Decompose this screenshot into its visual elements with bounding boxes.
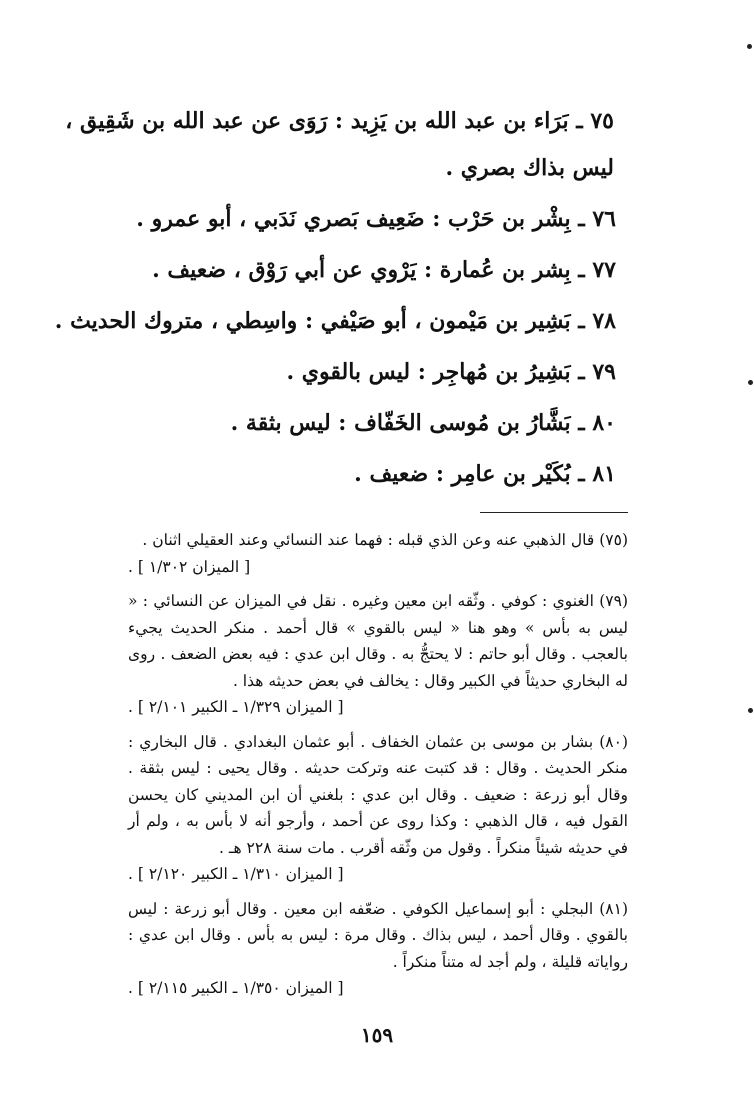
main-entries xyxy=(0,96,754,500)
footnote-81-reference: [ الميزان ١/٣٥٠ ـ الكبير ٢/١١٥ ] . xyxy=(128,979,344,997)
footnote-75-text: (٧٥) قال الذهبي عنه وعن الذي قبله : فهما عند النسائي وعند العقيلي اثنان . xyxy=(142,531,628,549)
margin-speck xyxy=(747,44,752,49)
footnote-79-text: (٧٩) الغنوي : كوفي . وثّقه ابن معين وغيره . نقل في الميزان عن النسائي : « ليس به بأس » وهو هنا « ليس بالقوي » قال أحمد . منكر الحديث يجيء بالعجب . وقال أبو حاتم : لا يحتجُّ به . وقال ابن عدي : فيه بعض الضعف . روى له البخاري حديثاً في الكبير وقال : يخالف في بعض حديثه هذا . xyxy=(128,592,628,690)
footnotes xyxy=(128,527,628,1010)
entry-77: ٧٧ ـ بِشر بن عُمارة : يَرْوي عن أبي رَوْق ، ضعيف . xyxy=(152,257,616,283)
footnote-80 xyxy=(128,729,628,888)
footnote-75-reference: [ الميزان ١/٣٠٢ ] . xyxy=(128,557,251,576)
entry-78: ٧٨ ـ بَشِير بن مَيْمون ، أبو صَيْفي : واسِطي ، متروك الحديث . xyxy=(54,308,616,334)
footnote-separator xyxy=(480,512,628,513)
footnote-79-reference: [ الميزان ١/٣٢٩ ـ الكبير ٢/١٠١ ] . xyxy=(128,698,344,716)
footnote-80-text: (٨٠) بشار بن موسى بن عثمان الخفاف . أبو عثمان البغدادي . قال البخاري : منكر الحديث . وقال : قد كتبت عنه وتركت حديثه . وقال يحيى : ليس بثقة . وقال أبو زرعة : ضعيف . وقال ابن عدي : بلغني أن ابن المديني كان يحسن القول فيه ، قال الذهبي : وكذا روى عن أحمد ، وأرجو أنه لا بأس به ، ولم أر في حديثه شيئاً منكراً . وقول من وثّقه أقرب . مات سنة ٢٢٨ هـ . xyxy=(128,732,628,857)
margin-speck xyxy=(748,380,753,385)
entry-80: ٨٠ ـ بَشَّارُ بن مُوسى الخَفّاف : ليس بثقة . xyxy=(230,410,616,436)
entry-76: ٧٦ ـ بِشْر بن حَرْب : ضَعِيف بَصري نَدَبي ، أبو عمرو . xyxy=(136,206,616,232)
entry-75-line-2: ليس بذاك بصري . xyxy=(445,155,614,181)
page-number: ١٥٩ xyxy=(360,1023,394,1047)
footnote-81-text: (٨١) البجلي : أبو إسماعيل الكوفي . ضعّفه ابن معين . وقال أبو زرعة : ليس بالقوي . وقال أحمد ، ليس بذاك . وقال مرة : ليس به بأس . وقال ابن عدي : رواياته قليلة ، ولم أجد له متناً منكراً . xyxy=(128,899,628,971)
margin-speck xyxy=(748,708,753,713)
footnote-75 xyxy=(128,527,628,580)
entry-81: ٨١ ـ بُكَيْر بن عامِر : ضعيف . xyxy=(354,461,616,487)
footnote-79 xyxy=(128,588,628,721)
entry-79: ٧٩ ـ بَشِيرُ بن مُهاجِر : ليس بالقوي . xyxy=(286,359,616,385)
entry-75-line-1: ٧٥ ـ بَرَاء بن عبد الله بن يَزِيد : رَوَى عن عبد الله بن شَقِيق ، xyxy=(65,108,614,134)
footnote-81 xyxy=(128,896,628,1002)
footnote-80-reference: [ الميزان ١/٣١٠ ـ الكبير ٢/١٢٠ ] . xyxy=(128,865,344,883)
